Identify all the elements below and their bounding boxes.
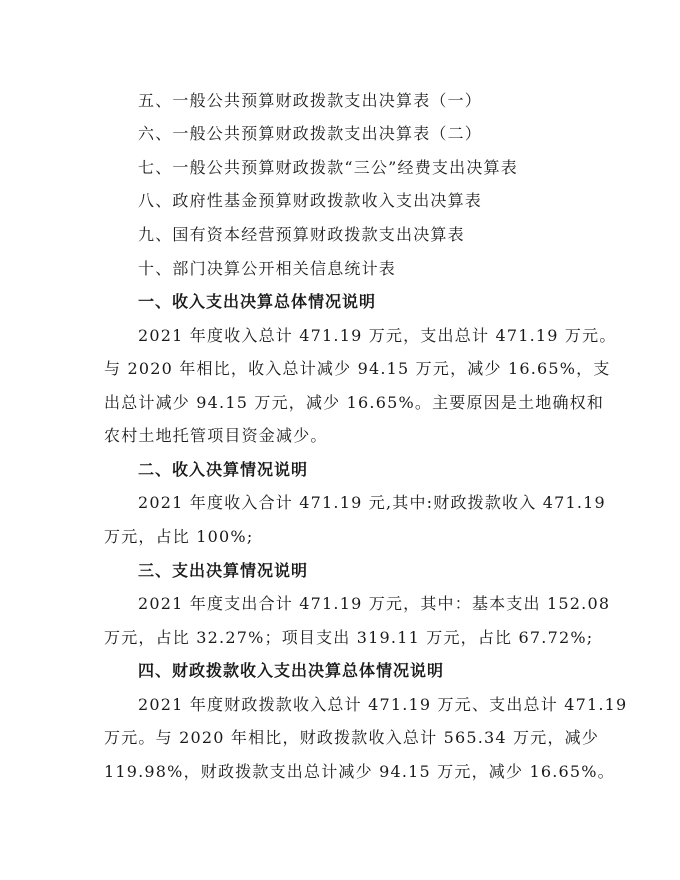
paragraph-line: 万元。与 2020 年相比，财政拨款收入总计 565.34 万元，减少 <box>104 728 600 747</box>
paragraph-line: 出总计减少 94.15 万元，减少 16.65%。主要原因是土地确权和 <box>104 393 605 412</box>
list-item: 九、国有资本经营预算财政拨款支出决算表 <box>138 225 465 244</box>
paragraph-line: 万元，占比 32.27%；项目支出 319.11 万元，占比 67.72%; <box>104 628 594 647</box>
paragraph-line: 万元，占比 100%; <box>104 527 254 546</box>
list-item: 七、一般公共预算财政拨款“三公”经费支出决算表 <box>138 158 518 177</box>
paragraph-line: 农村土地托管项目资金减少。 <box>104 426 328 445</box>
section-heading: 二、收入决算情况说明 <box>138 460 309 479</box>
paragraph-line: 2021 年度收入总计 471.19 万元，支出总计 471.19 万元。 <box>138 326 617 345</box>
list-item: 十、部门决算公开相关信息统计表 <box>138 259 397 278</box>
list-item: 五、一般公共预算财政拨款支出决算表（一） <box>138 91 483 110</box>
list-item: 八、政府性基金预算财政拨款收入支出决算表 <box>138 191 483 210</box>
paragraph-line: 119.98%，财政拨款支出总计减少 94.15 万元，减少 16.65%。 <box>104 762 615 781</box>
paragraph-line: 与 2020 年相比，收入总计减少 94.15 万元，减少 16.65%，支 <box>104 359 611 378</box>
list-item: 六、一般公共预算财政拨款支出决算表（二） <box>138 124 483 143</box>
section-heading: 四、财政拨款收入支出决算总体情况说明 <box>138 661 445 680</box>
paragraph-line: 2021 年度收入合计 471.19 元,其中:财政拨款收入 471.19 <box>138 493 606 512</box>
paragraph-line: 2021 年度财政拨款收入总计 471.19 万元、支出总计 471.19 <box>138 695 628 714</box>
paragraph-line: 2021 年度支出合计 471.19 万元，其中：基本支出 152.08 <box>138 594 611 613</box>
section-heading: 三、支出决算情况说明 <box>138 561 309 580</box>
section-heading: 一、收入支出决算总体情况说明 <box>138 292 377 311</box>
